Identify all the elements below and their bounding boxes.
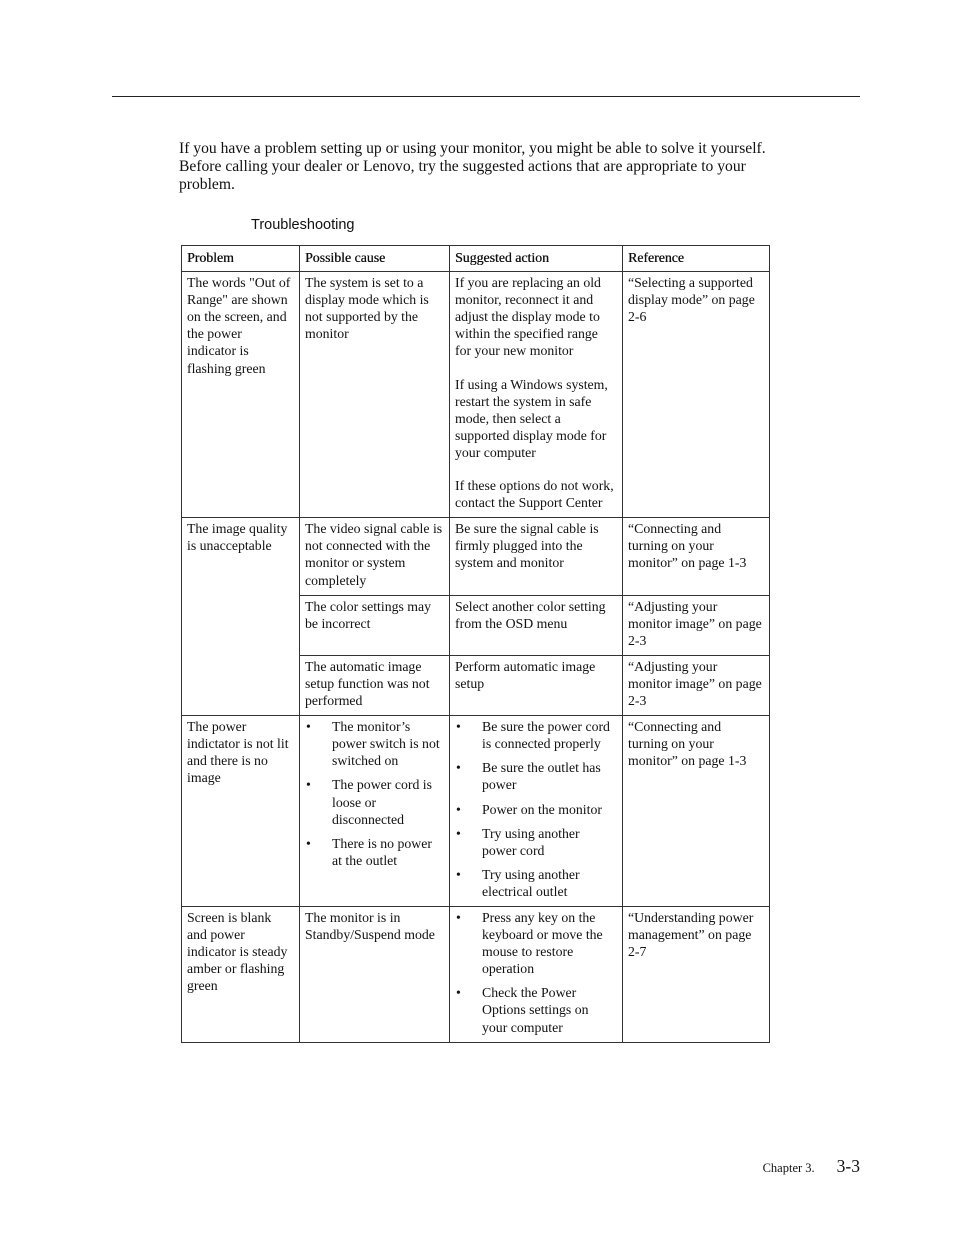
bullet-icon: • [456, 801, 461, 817]
cause-cell: The system is set to a display mode which is not supported by the monitor [300, 272, 450, 518]
list-item [305, 776, 444, 827]
table-row [182, 907, 770, 1043]
page-number: 3-3 [836, 1156, 860, 1176]
bullet-icon: • [306, 777, 311, 793]
reference-cell: “Connecting and turning on your monitor” on page 1-3 [623, 716, 770, 907]
table-header-row [182, 246, 770, 272]
list-item [455, 984, 617, 1035]
table-row [182, 716, 770, 907]
bullet-icon: • [306, 719, 311, 735]
bullet-icon: • [456, 760, 461, 776]
cause-cell [300, 716, 450, 907]
header-reference: Reference [623, 246, 770, 272]
action-cell [450, 716, 623, 907]
chapter-label: Chapter 3. [762, 1161, 815, 1175]
list-item-text: The monitor’s power switch is not switched on [332, 719, 440, 769]
action-cell: Perform automatic image setup [450, 655, 623, 715]
cause-cell: The automatic image setup function was not performed [300, 655, 450, 715]
list-item [455, 801, 617, 818]
header-problem: Problem [182, 246, 300, 272]
page-footer [763, 1156, 860, 1177]
reference-cell: “Adjusting your monitor image” on page 2-3 [623, 655, 770, 715]
troubleshooting-table [181, 245, 770, 1043]
list-item [455, 759, 617, 793]
action-cell: Be sure the signal cable is firmly plugged into the system and monitor [450, 518, 623, 595]
header-suggested-action: Suggested action [450, 246, 623, 272]
header-possible-cause: Possible cause [300, 246, 450, 272]
reference-cell: “Adjusting your monitor image” on page 2-3 [623, 595, 770, 655]
table-row [182, 518, 770, 595]
reference-cell: “Selecting a supported display mode” on page 2-6 [623, 272, 770, 518]
bullet-icon: • [306, 835, 311, 851]
list-item [455, 909, 617, 977]
action-cell [450, 907, 623, 1043]
list-item-text: Be sure the outlet has power [482, 760, 601, 793]
cause-cell: The video signal cable is not connected with the monitor or system completely [300, 518, 450, 595]
list-item-text: Be sure the power cord is connected properly [482, 719, 610, 752]
list-item [305, 835, 444, 869]
cause-list [305, 718, 444, 869]
action-paragraph: If these options do not work, contact the Support Center [455, 478, 614, 511]
list-item [455, 825, 617, 859]
problem-cell: The power indictator is not lit and there is no image [182, 716, 300, 907]
action-list [455, 909, 617, 1036]
list-item-text: Try using another power cord [482, 825, 580, 858]
cause-cell: The color settings may be incorrect [300, 595, 450, 655]
action-paragraph: If you are replacing an old monitor, reconnect it and adjust the display mode to within the specified range for your new monitor [455, 275, 601, 359]
reference-cell: “Understanding power management” on page 2-7 [623, 907, 770, 1043]
cause-cell: The monitor is in Standby/Suspend mode [300, 907, 450, 1043]
bullet-icon: • [456, 985, 461, 1001]
list-item [455, 866, 617, 900]
problem-cell: The image quality is unacceptable [182, 518, 300, 716]
problem-cell: The words "Out of Range" are shown on the screen, and the power indicator is flashing green [182, 272, 300, 518]
list-item-text: Check the Power Options settings on your computer [482, 985, 589, 1035]
list-item-text: There is no power at the outlet [332, 835, 432, 868]
list-item-text: Power on the monitor [482, 801, 602, 817]
list-item [305, 718, 444, 769]
list-item [455, 718, 617, 752]
action-paragraph: If using a Windows system, restart the system in safe mode, then select a supported display mode for your computer [455, 376, 608, 460]
list-item-text: Try using another electrical outlet [482, 866, 580, 899]
action-cell [450, 272, 623, 518]
header-rule [112, 96, 860, 97]
reference-cell: “Connecting and turning on your monitor” on page 1-3 [623, 518, 770, 595]
bullet-icon: • [456, 866, 461, 882]
intro-paragraph: If you have a problem setting up or using your monitor, you might be able to solve it yourself. Before calling your dealer or Lenovo, try the suggested actions that are appropriate to your problem. [179, 140, 766, 193]
table-row [182, 272, 770, 518]
table-caption: Troubleshooting [251, 217, 355, 233]
list-item-text: Press any key on the keyboard or move the mouse to restore operation [482, 910, 603, 977]
bullet-icon: • [456, 719, 461, 735]
action-cell: Select another color setting from the OSD menu [450, 595, 623, 655]
list-item-text: The power cord is loose or disconnected [332, 777, 432, 827]
action-list [455, 718, 617, 900]
bullet-icon: • [456, 825, 461, 841]
bullet-icon: • [456, 910, 461, 925]
problem-cell: Screen is blank and power indicator is steady amber or flashing green [182, 907, 300, 1043]
